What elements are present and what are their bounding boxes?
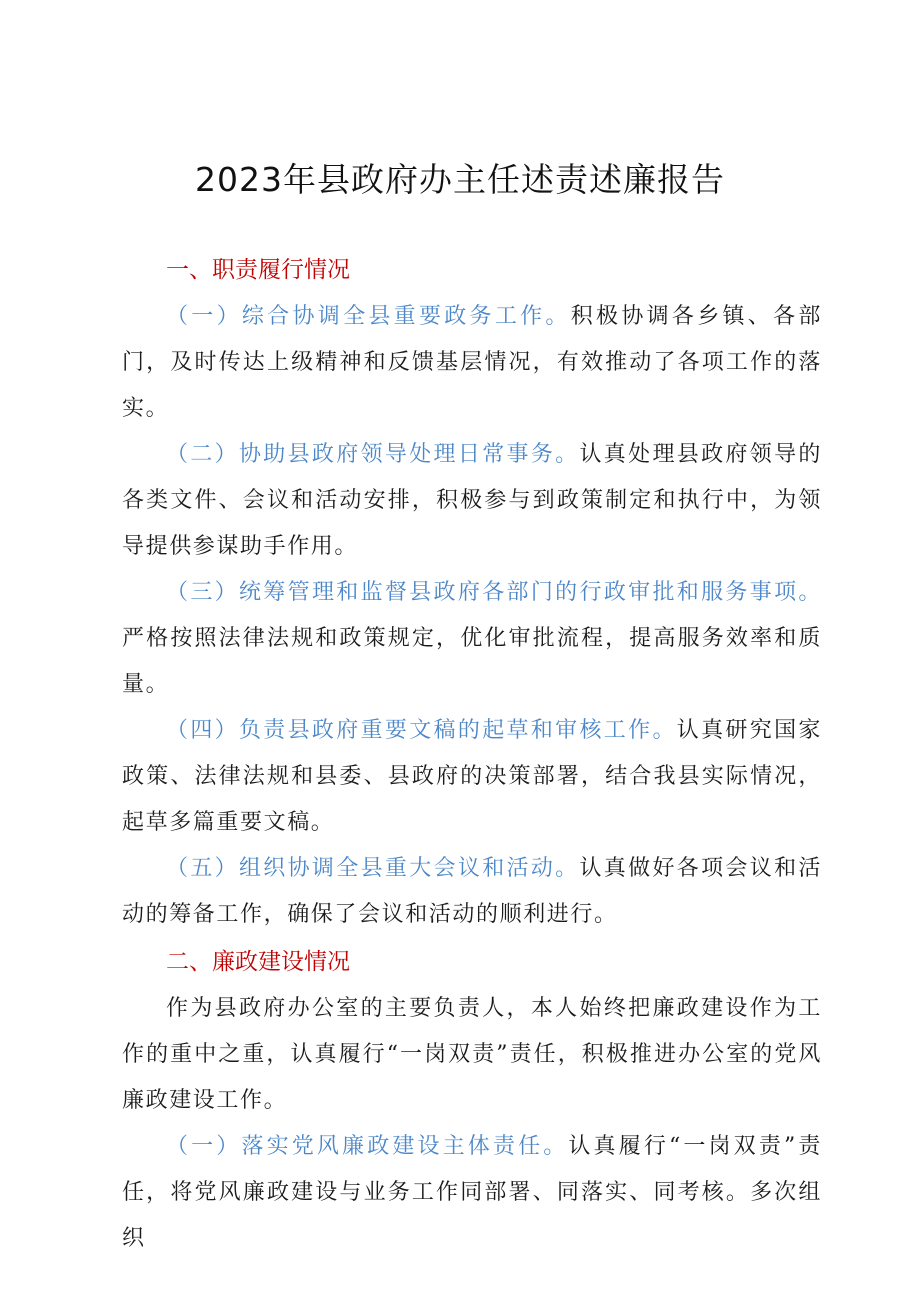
document-title: 2023年县政府办主任述责述廉报告 xyxy=(195,160,725,199)
document-body xyxy=(122,246,822,1262)
paragraph-text: 认真做好各项会议和活动的筹备工作，确保了会议和活动的顺利进行。 xyxy=(122,856,822,927)
paragraph-lead: （四）负责县政府重要文稿的起草和审核工作。 xyxy=(166,718,677,743)
paragraph-duty-1 xyxy=(122,294,822,432)
paragraph-text: 认真研究国家政策、法律法规和县委、县政府的决策部署，结合我县实际情况，起草多篇重要文稿。 xyxy=(122,718,822,835)
paragraph-lead: （一）落实党风廉政建设主体责任。 xyxy=(166,1134,569,1159)
paragraph-lead: （一）综合协调全县重要政务工作。 xyxy=(166,304,571,329)
paragraph-lead: （二）协助县政府领导处理日常事务。 xyxy=(166,442,580,467)
section-heading-duties: 一、职责履行情况 xyxy=(166,257,350,283)
paragraph-duty-3 xyxy=(122,570,822,708)
paragraph-duty-5 xyxy=(122,846,822,938)
paragraph-text: 严格按照法律法规和政策规定，优化审批流程，提高服务效率和质量。 xyxy=(122,626,822,697)
paragraph-duty-4 xyxy=(122,708,822,846)
paragraph-text: 认真履行“一岗双责”责任，将党风廉政建设与业务工作同部署、同落实、同考核。多次组织 xyxy=(122,1134,822,1251)
section-heading-integrity: 二、廉政建设情况 xyxy=(166,949,350,975)
paragraph-integrity-intro: 作为县政府办公室的主要负责人，本人始终把廉政建设作为工作的重中之重，认真履行“一岗双责”责任，积极推进办公室的党风廉政建设工作。 xyxy=(122,996,822,1113)
paragraph-duty-2 xyxy=(122,432,822,570)
paragraph-lead: （三）统筹管理和监督县政府各部门的行政审批和服务事项。 xyxy=(166,580,822,605)
paragraph-lead: （五）组织协调全县重大会议和活动。 xyxy=(166,856,580,881)
paragraph-integrity-1 xyxy=(122,1124,822,1262)
paragraph-text: 积极协调各乡镇、各部门，及时传达上级精神和反馈基层情况，有效推动了各项工作的落实。 xyxy=(122,304,822,421)
paragraph-text: 认真处理县政府领导的各类文件、会议和活动安排，积极参与到政策制定和执行中，为领导提供参谋助手作用。 xyxy=(122,442,822,559)
